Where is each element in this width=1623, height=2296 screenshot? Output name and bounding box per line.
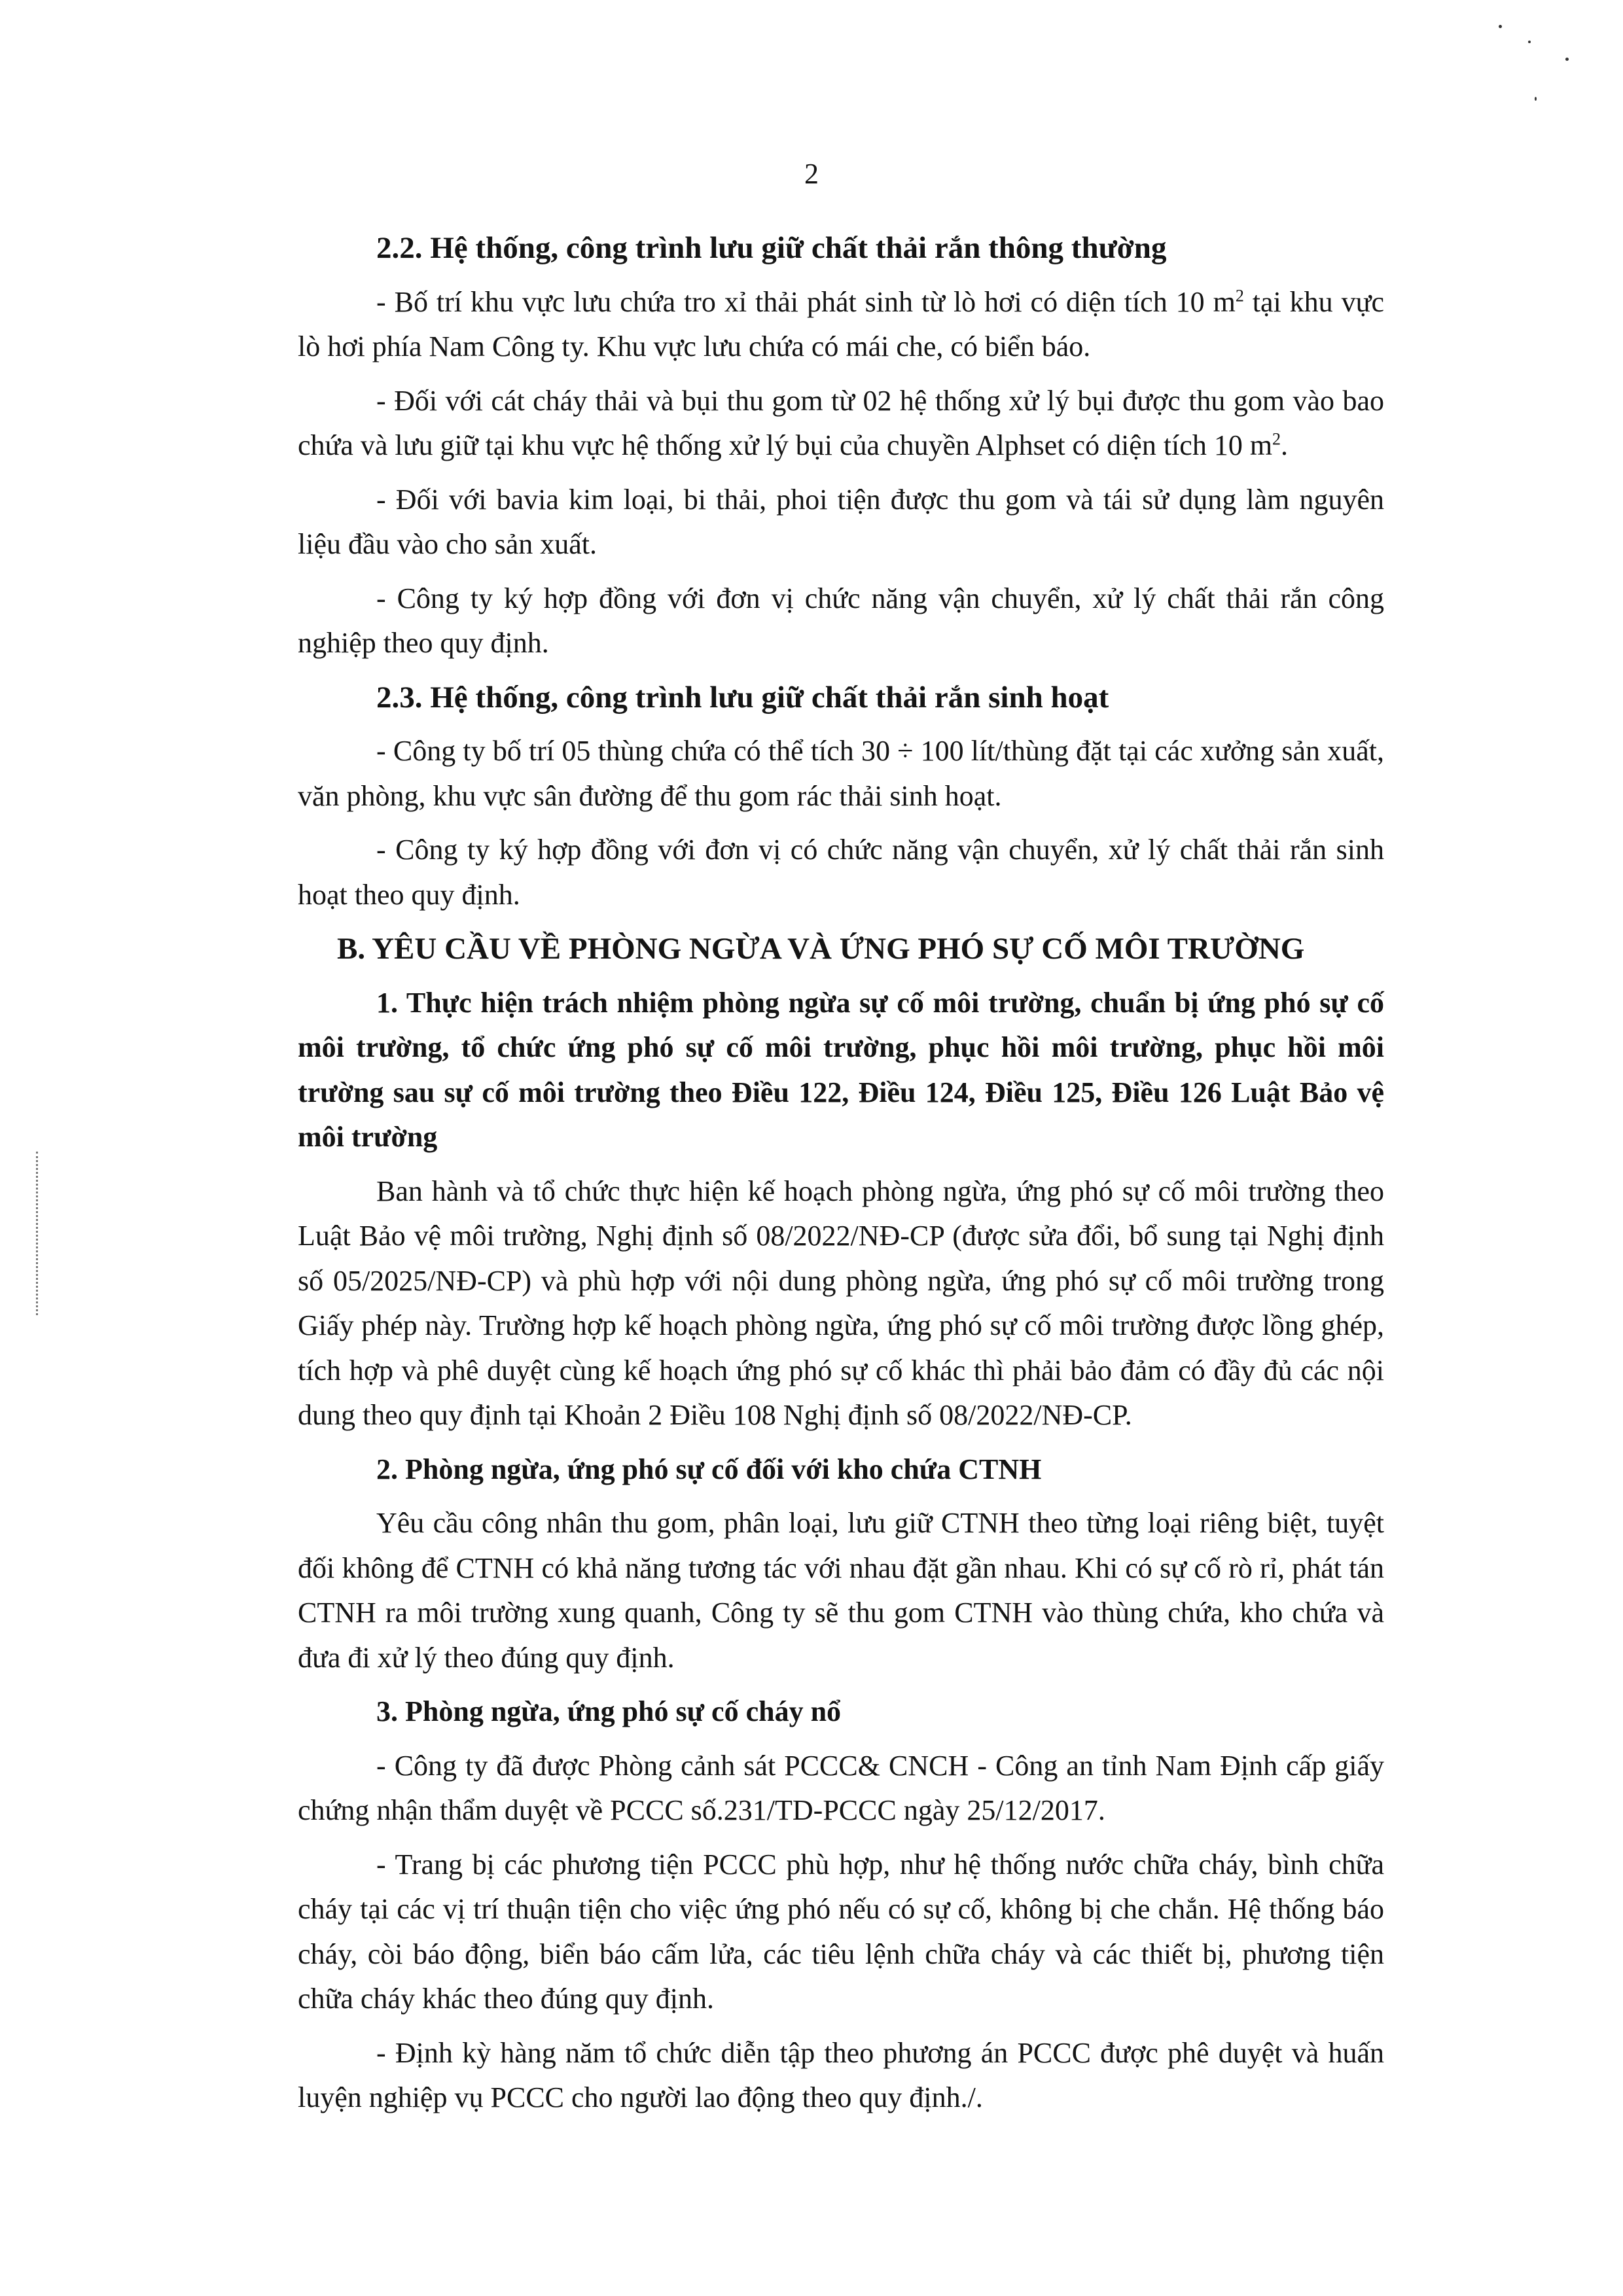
paragraph-text: - Bố trí khu vực lưu chứa tro xỉ thải phát sinh từ lò hơi có diện tích 10 m (376, 285, 1236, 318)
scan-speck (1565, 58, 1569, 61)
paragraph-text: - Công ty ký hợp đồng với đơn vị có chức năng vận chuyển, xử lý chất thải rắn sinh hoạt theo quy định. (298, 834, 1384, 911)
paragraph-text: 2.2. Hệ thống, công trình lưu giữ chất thải rắn thông thường (376, 231, 1167, 265)
scan-speck (1535, 97, 1537, 101)
section-heading (298, 226, 1384, 271)
paragraph-text-continued: tại khu vực lò hơi phía Nam Công ty. Khu vực lưu chứa có mái che, có biển báo. (298, 285, 1384, 362)
paragraph-text: - Đối với bavia kim loại, bi thải, phoi tiện được thu gom và tái sử dụng làm nguyên liệu đầu vào cho sản xuất. (298, 483, 1384, 560)
section-heading (298, 675, 1384, 720)
paragraph (298, 1843, 1384, 2022)
paragraph-text: - Đối với cát cháy thải và bụi thu gom từ 02 hệ thống xử lý bụi được thu gom vào bao chứa và lưu giữ tại khu vực hệ thống xử lý bụi của chuyền Alphset có diện tích 10 m (298, 384, 1384, 461)
paragraph-text: 3. Phòng ngừa, ứng phó sự cố cháy nổ (376, 1695, 842, 1727)
paragraph (298, 1169, 1384, 1438)
paragraph (298, 379, 1384, 468)
subsection-heading (298, 981, 1384, 1160)
paragraph (298, 576, 1384, 666)
subsection-heading (298, 1447, 1384, 1492)
paragraph (298, 280, 1384, 370)
paragraph (298, 1744, 1384, 1833)
paragraph-text: - Công ty bố trí 05 thùng chứa có thể tích 30 ÷ 100 lít/thùng đặt tại các xưởng sản xuất, văn phòng, khu vực sân đường để thu gom rác thải sinh hoạt. (298, 735, 1384, 812)
scan-speck (1528, 41, 1531, 43)
paragraph (298, 2031, 1384, 2121)
paragraph-text: - Công ty ký hợp đồng với đơn vị chức năng vận chuyển, xử lý chất thải rắn công nghiệp theo quy định. (298, 582, 1384, 659)
superscript: 2 (1235, 285, 1244, 305)
superscript: 2 (1272, 429, 1281, 449)
scan-margin-mark (36, 1152, 42, 1315)
paragraph-text: 2. Phòng ngừa, ứng phó sự cố đối với kho chứa CTNH (376, 1453, 1042, 1485)
paragraph-text: - Công ty đã được Phòng cảnh sát PCCC& CNCH - Công an tỉnh Nam Định cấp giấy chứng nhận thẩm duyệt về PCCC số.231/TD-PCCC ngày 25/12/2017. (298, 1749, 1384, 1826)
document-body (298, 226, 1384, 2130)
paragraph-text: - Trang bị các phương tiện PCCC phù hợp, như hệ thống nước chữa cháy, bình chữa cháy tại các vị trí thuận tiện cho việc ứng phó nếu có sự cố, không bị che chắn. Hệ thống báo cháy, còi báo động, biển báo cấm lửa, các tiêu lệnh chữa cháy và các thiết bị, phương tiện chữa cháy khác theo đúng quy định. (298, 1848, 1384, 2015)
paragraph-text-continued: . (1281, 429, 1289, 461)
paragraph-text: 1. Thực hiện trách nhiệm phòng ngừa sự cố môi trường, chuẩn bị ứng phó sự cố môi trường, tổ chức ứng phó sự cố môi trường, phục hồi môi trường, phục hồi môi trường sau sự cố môi trường theo Điều 122, Điều 124, Điều 125, Điều 126 Luật Bảo vệ môi trường (298, 986, 1384, 1153)
page-number: 2 (804, 158, 819, 190)
paragraph-text: B. YÊU CẦU VỀ PHÒNG NGỪA VÀ ỨNG PHÓ SỰ CỐ MÔI TRƯỜNG (337, 932, 1305, 966)
paragraph-text: - Định kỳ hàng năm tổ chức diễn tập theo phương án PCCC được phê duyệt và huấn luyện nghiệp vụ PCCC cho người lao động theo quy định./. (298, 2036, 1384, 2113)
paragraph (298, 828, 1384, 917)
paragraph (298, 1501, 1384, 1680)
main-heading (298, 927, 1384, 972)
paragraph-text: Yêu cầu công nhân thu gom, phân loại, lưu giữ CTNH theo từng loại riêng biệt, tuyệt đối không để CTNH có khả năng tương tác với nhau đặt gần nhau. Khi có sự cố rò rỉ, phát tán CTNH ra môi trường xung quanh, Công ty sẽ thu gom CTNH vào thùng chứa, kho chứa và đưa đi xử lý theo đúng quy định. (298, 1507, 1384, 1674)
paragraph (298, 729, 1384, 819)
scan-speck (1499, 25, 1502, 28)
paragraph-text: Ban hành và tổ chức thực hiện kế hoạch phòng ngừa, ứng phó sự cố môi trường theo Luật Bảo vệ môi trường, Nghị định số 08/2022/NĐ-CP (được sửa đổi, bổ sung tại Nghị định số 05/2025/NĐ-CP) và phù hợp với nội dung phòng ngừa, ứng phó sự cố môi trường trong Giấy phép này. Trường hợp kế hoạch phòng ngừa, ứng phó sự cố môi trường được lồng ghép, tích hợp và phê duyệt cùng kế hoạch ứng phó sự cố khác thì phải bảo đảm có đầy đủ các nội dung theo quy định tại Khoản 2 Điều 108 Nghị định số 08/2022/NĐ-CP. (298, 1174, 1384, 1431)
subsection-heading (298, 1689, 1384, 1735)
paragraph-text: 2.3. Hệ thống, công trình lưu giữ chất thải rắn sinh hoạt (376, 680, 1109, 715)
paragraph (298, 478, 1384, 567)
